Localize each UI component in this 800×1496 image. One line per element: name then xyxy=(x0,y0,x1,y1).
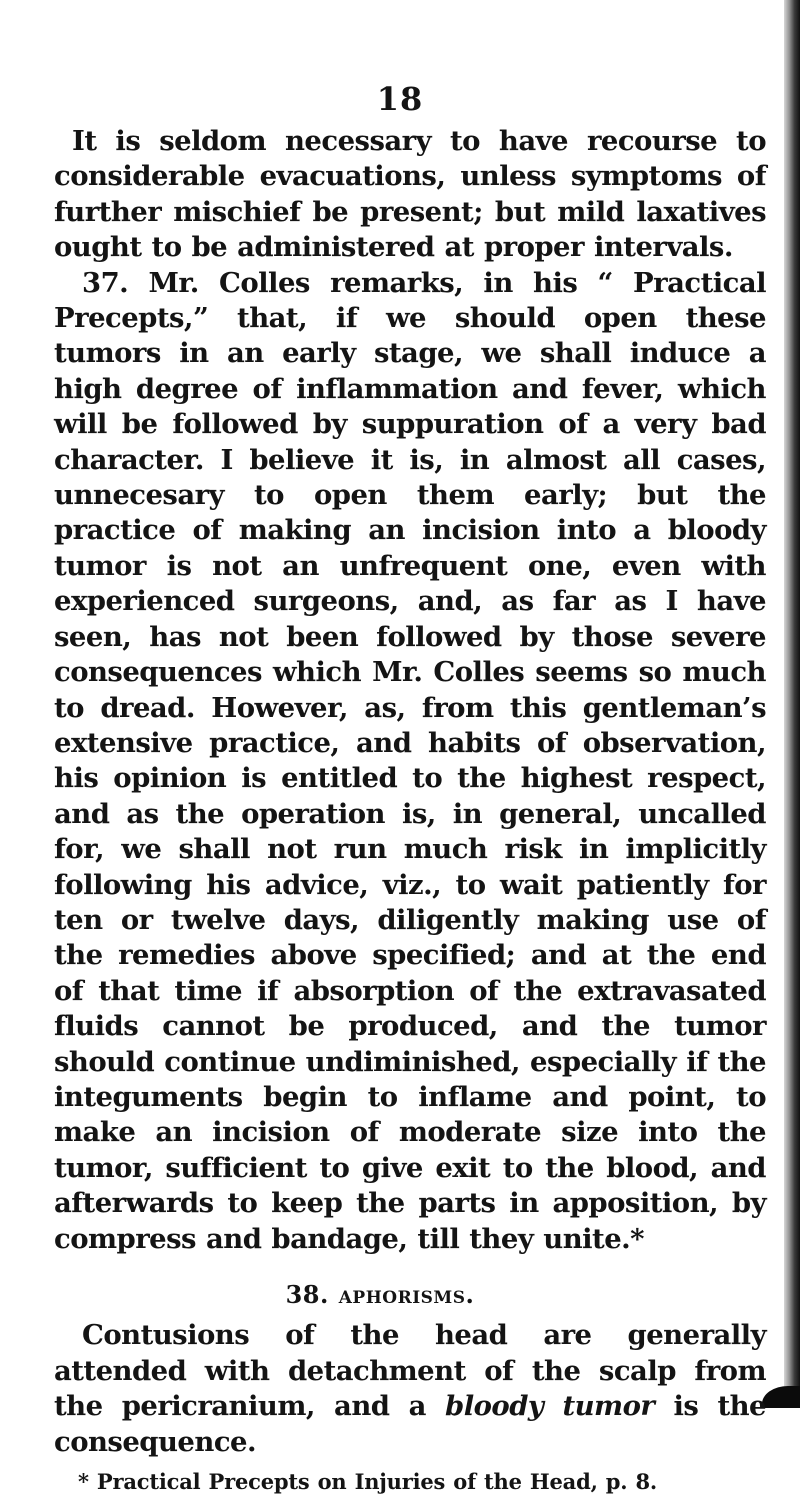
section-38-text-end: is the consequence. xyxy=(54,1390,766,1458)
footnote-marker: * xyxy=(78,1469,89,1495)
paragraph-section-37: 37. Mr. Colles remarks, in his “ Practical Precepts,” that, if we should open these tumors in an early stage, we shall induce a high degree of inflammation and fever, which will be followed by suppuration of a very bad character. I believe it is, in almost all cases, unnecesary to open them early; but the practice of making an incision into a bloody tumor is not an unfrequent one, even with experienced surgeons, and, as far as I have seen, has not been followed by those severe consequences which Mr. Colles seems so much to dread. However, as, from this gentleman’s extensive practice, and habits of observation, his opinion is entitled to the highest respect, and as the operation is, in general, uncalled for, we shall not run much risk in implicitly following his advice, viz., to wait patiently for ten or twelve days, diligently making use of the remedies above specified; and at the end of that time if absorption of the extravasated fluids cannot be produced, and the tumor should continue undiminished, especially if the integuments begin to inflame and point, to make an incision of moderate size into the tumor, sufficient to give exit to the blood, and afterwards to keep the parts in apposition, by compress and bandage, till they unite.* xyxy=(54,266,766,1255)
page-corner-shadow xyxy=(762,1386,800,1408)
footnote xyxy=(54,1468,766,1496)
footnote-text: Practical Precepts on Injuries of the Head, p. 8. xyxy=(96,1469,658,1495)
paragraph-evacuations: It is seldom necessary to have recourse to considerable evacuations, unless symptoms of further mischief be present; but mild laxatives ought to be administered at proper intervals. xyxy=(54,125,766,264)
paragraph-section-38 xyxy=(54,1318,766,1460)
section-38-number: 38. xyxy=(285,1280,329,1309)
section-38-heading xyxy=(54,1277,766,1312)
page-edge-shadow xyxy=(784,0,800,1408)
body-text xyxy=(54,124,766,1496)
page-number: 18 xyxy=(376,80,424,118)
section-38-text-start: Contusions of the head are generally attended with detachment of the scalp from the pericranium, and a xyxy=(54,1319,766,1423)
section-38-italic-term: bloody tumor xyxy=(445,1390,655,1423)
section-38-title: aphorisms. xyxy=(338,1280,475,1309)
